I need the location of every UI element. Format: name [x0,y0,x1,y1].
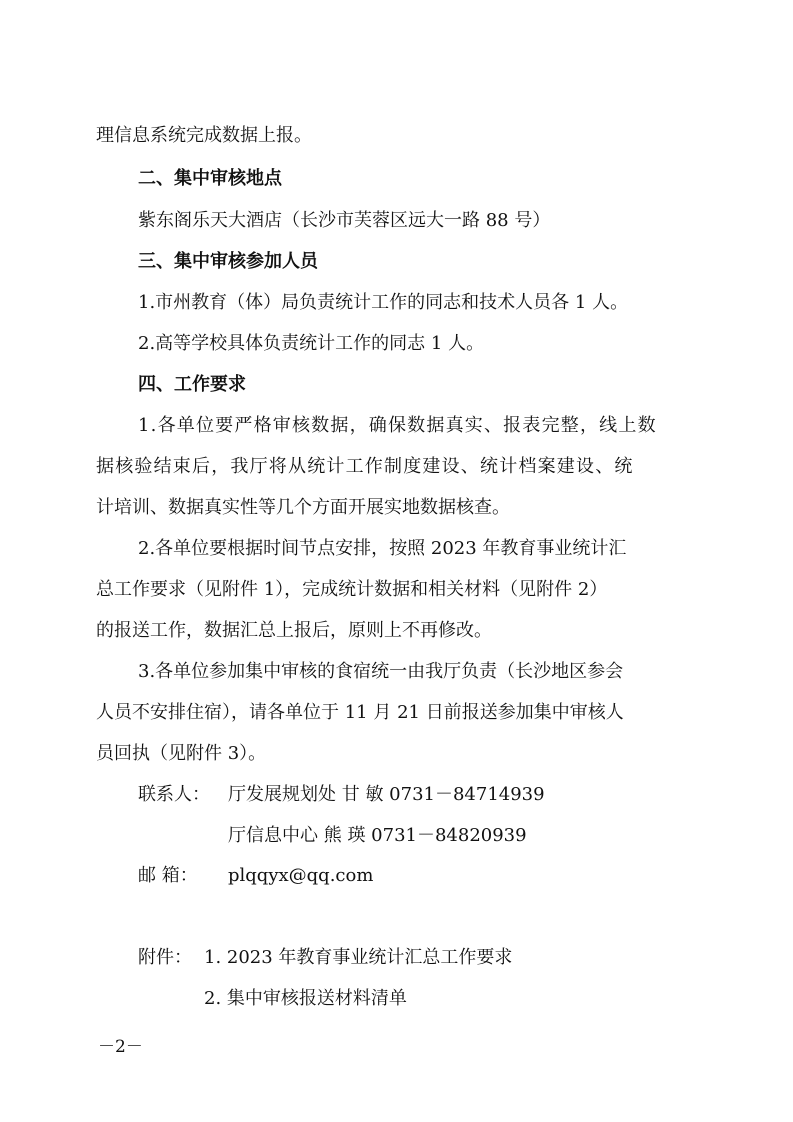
attachment-item-2: 2. 集中审核报送材料清单 [204,988,407,1009]
requirement-2-line-3: 的报送工作，数据汇总上报后，原则上不再修改。 [96,620,492,641]
requirement-1-line-2: 据核验结束后，我厅将从统计工作制度建设、统计档案建设、统 [96,456,634,477]
section-heading-requirements: 四、工作要求 [138,374,246,395]
attachments-label: 附件： [138,947,192,968]
attachment-item-1: 1. 2023 年教育事业统计汇总工作要求 [204,947,513,968]
section-heading-location: 二、集中审核地点 [138,168,282,189]
location-text: 紫东阁乐天大酒店（长沙市芙蓉区远大一路 88 号） [138,210,551,231]
requirement-2-line-1: 2.各单位要根据时间节点安排，按照 2023 年教育事业统计汇 [138,538,627,559]
requirement-1-line-1: 1.各单位要严格审核数据，确保数据真实、报表完整，线上数 [138,415,657,436]
contact-person-2: 厅信息中心 熊 瑛 0731－84820939 [228,825,527,846]
requirement-3-line-2: 人员不安排住宿），请各单位于 11 月 21 日前报送参加集中审核人 [96,702,624,723]
section-heading-participants: 三、集中审核参加人员 [138,251,318,272]
paragraph-continuation: 理信息系统完成数据上报。 [96,125,312,146]
requirement-3-line-1: 3.各单位参加集中审核的食宿统一由我厅负责（长沙地区参会 [138,661,624,682]
requirement-3-line-3: 员回执（见附件 3）。 [96,743,267,764]
contact-person-1: 厅发展规划处 甘 敏 0731－84714939 [228,784,545,805]
participant-item-2: 2.高等学校具体负责统计工作的同志 1 人。 [138,333,485,354]
email-label: 邮 箱： [138,865,198,886]
requirement-2-line-2: 总工作要求（见附件 1），完成统计数据和相关材料（见附件 2） [96,579,608,600]
requirement-1-line-3: 计培训、数据真实性等几个方面开展实地数据核查。 [96,497,510,518]
email-address: plqqyx@qq.com [228,865,374,886]
page-number: －2－ [98,1037,143,1057]
contact-label: 联系人： [138,784,210,805]
participant-item-1: 1.市州教育（体）局负责统计工作的同志和技术人员各 1 人。 [138,292,629,313]
